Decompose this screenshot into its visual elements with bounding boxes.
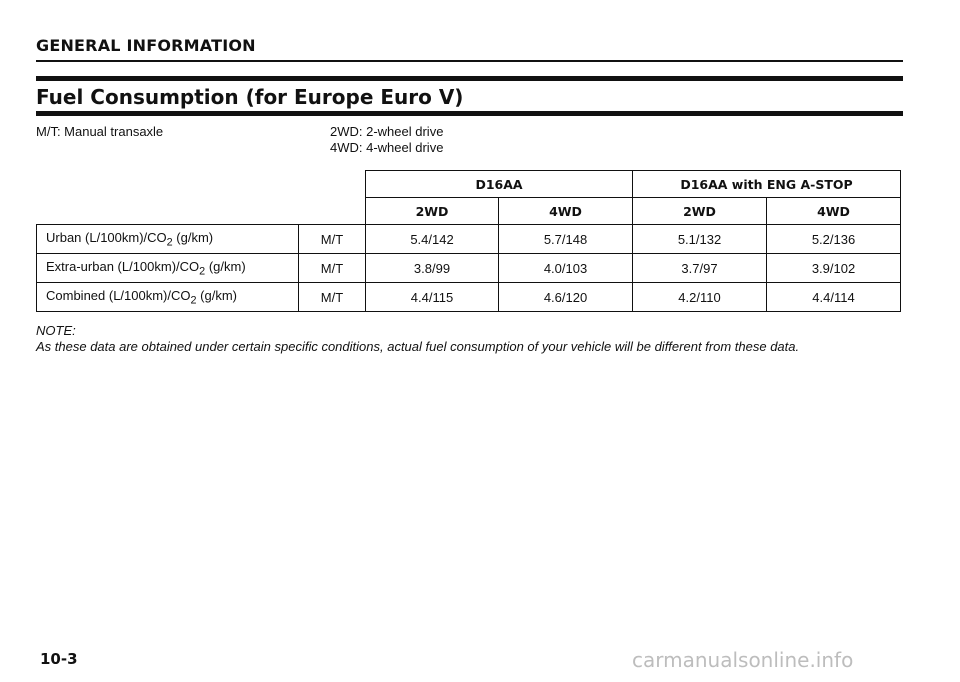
row-label: Urban $(L/100km)/CO_2$ (g/km) [37, 225, 299, 254]
heading-bottom-rule [36, 111, 903, 116]
subheader-2wd: 2WD [366, 198, 499, 225]
legend-4wd: 4WD: 4-wheel drive [330, 140, 444, 155]
transmission-cell: M/T [299, 283, 366, 312]
section-title: GENERAL INFORMATION [36, 36, 256, 55]
value-cell: 5.7/148 [499, 225, 633, 254]
subheader-2wd: 2WD [633, 198, 767, 225]
value-cell: 4.0/103 [499, 254, 633, 283]
value-cell: 3.8/99 [366, 254, 499, 283]
fuel-table [36, 224, 901, 312]
value-cell: 4.6/120 [499, 283, 633, 312]
group-header-d16aa: D16AA [366, 171, 633, 198]
page-number: 10-3 [40, 650, 78, 668]
watermark: carmanualsonline.info [632, 648, 854, 672]
section-divider [36, 60, 903, 62]
value-cell: 5.2/136 [767, 225, 901, 254]
page-heading: Fuel Consumption (for Europe Euro V) [36, 85, 464, 109]
table-row [37, 225, 901, 254]
legend-mt: M/T: Manual transaxle [36, 124, 164, 139]
subheader-4wd: 4WD [767, 198, 901, 225]
value-cell: 5.1/132 [633, 225, 767, 254]
heading-top-rule [36, 76, 903, 81]
row-label: Extra-urban $(L/100km)/CO_2$ (g/km) [37, 254, 299, 283]
value-cell: 4.4/114 [767, 283, 901, 312]
value-cell: 3.7/97 [633, 254, 767, 283]
row-label: Combined $(L/100km)/CO_2$ (g/km) [37, 283, 299, 312]
note-label: NOTE: [36, 323, 76, 338]
note-text: As these data are obtained under certain specific conditions, actual fuel consumption of your vehicle will be different from these data. [36, 339, 800, 354]
value-cell: 5.4/142 [366, 225, 499, 254]
note [36, 323, 799, 355]
subheader-4wd: 4WD [499, 198, 633, 225]
transmission-cell: M/T [299, 225, 366, 254]
value-cell: 4.4/115 [366, 283, 499, 312]
table-row [37, 283, 901, 312]
group-header-d16aa-astop: D16AA with ENG A-STOP [633, 171, 901, 198]
table-row [37, 254, 901, 283]
value-cell: 4.2/110 [633, 283, 767, 312]
transmission-cell: M/T [299, 254, 366, 283]
legend-2wd: 2WD: 2-wheel drive [330, 124, 444, 139]
fuel-table-header [365, 170, 901, 225]
value-cell: 3.9/102 [767, 254, 901, 283]
